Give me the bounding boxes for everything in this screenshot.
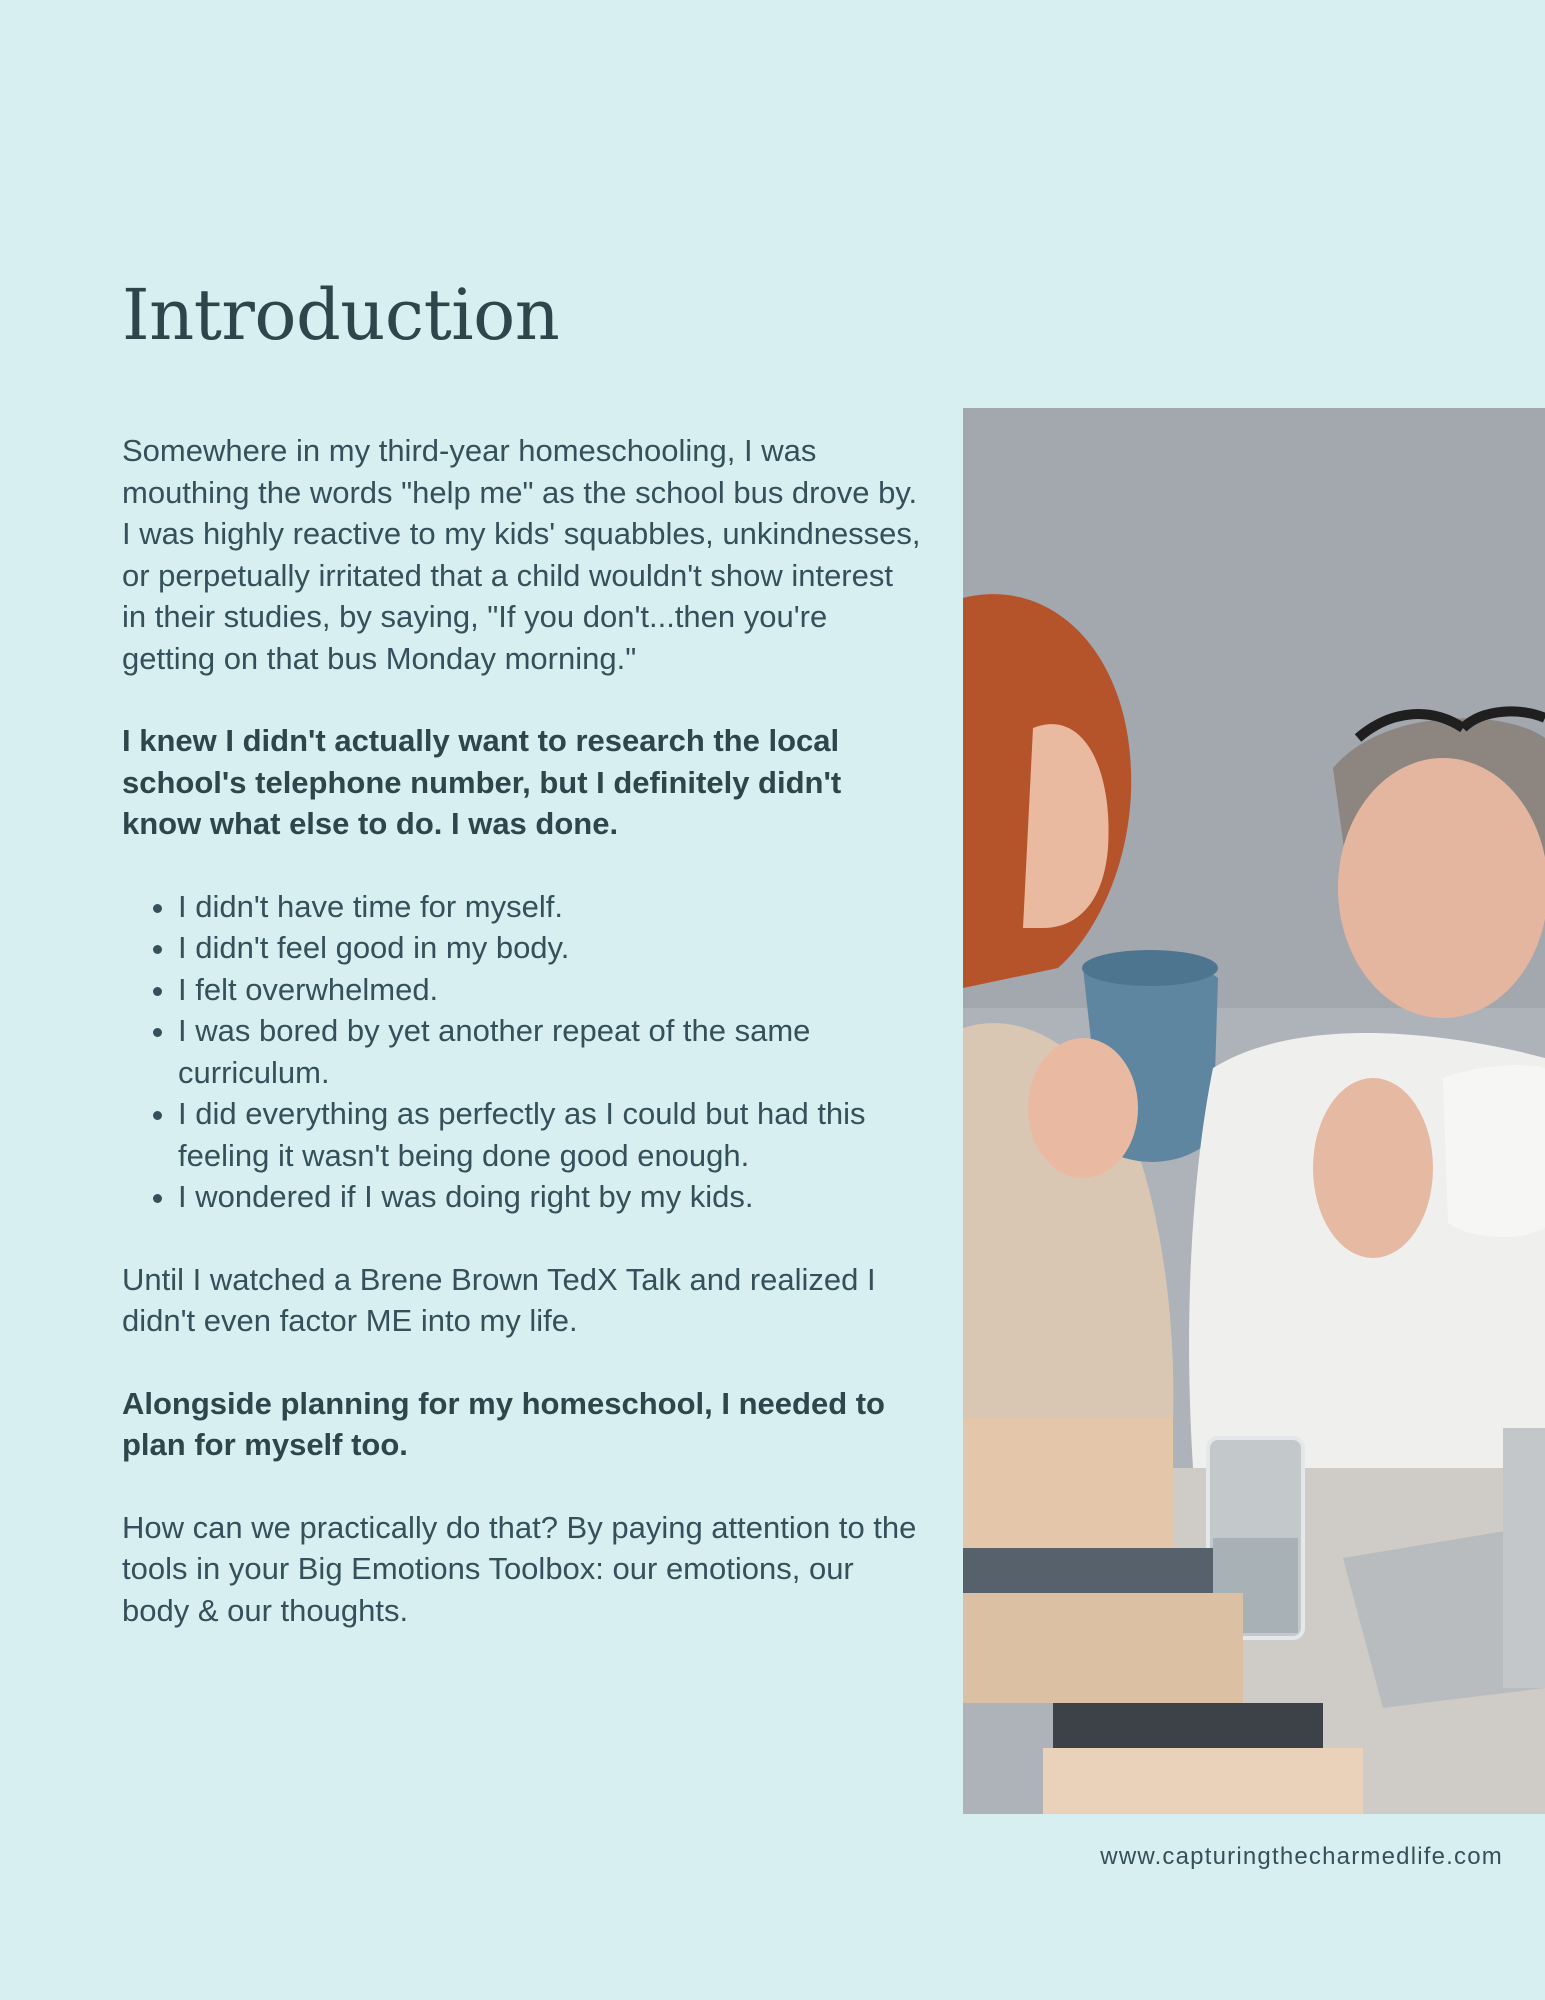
photo-illustration — [963, 408, 1545, 1814]
bold-paragraph-done: I knew I didn't actually want to research the local school's telephone number, but I definitely didn't know what else to do. I was done. — [122, 723, 842, 841]
bold-paragraph-plan: Alongside planning for my homeschool, I needed to plan for myself too. — [122, 1385, 885, 1462]
list-item: • I didn't feel good in my body. — [178, 927, 922, 969]
toolbox-paragraph: How can we practically do that? By paying attention to the tools in your Big Emotions Toolbox: our emotions, our body & our thoughts. — [122, 1509, 917, 1628]
tedx-paragraph: Until I watched a Brene Brown TedX Talk and realized I didn't even factor ME into my life. — [122, 1261, 876, 1338]
list-item: • I was bored by yet another repeat of the same curriculum. — [178, 1010, 922, 1093]
struggles-list — [122, 886, 922, 1218]
list-item: • I felt overwhelmed. — [178, 969, 922, 1011]
intro-paragraph: Somewhere in my third-year homeschooling, I was mouthing the words "help me" as the school bus drove by. I was highly reactive to my kids' squabbles, unkindnesses, or perpetually irritated that a child wouldn't show interest in their studies, by saying, "If you don't...then you're getting on that bus Monday morning." — [122, 433, 921, 676]
footer-website-url[interactable]: www.capturingthecharmedlife.com — [1100, 1843, 1503, 1870]
list-item: • I wondered if I was doing right by my kids. — [178, 1176, 922, 1218]
list-item: • I didn't have time for myself. — [178, 886, 922, 928]
page-title: Introduction — [122, 274, 560, 356]
list-item: • I did everything as perfectly as I could but had this feeling it wasn't being done good enough. — [178, 1093, 922, 1176]
photo-women-drinking-coffee — [963, 408, 1545, 1814]
body-text — [122, 430, 922, 1672]
